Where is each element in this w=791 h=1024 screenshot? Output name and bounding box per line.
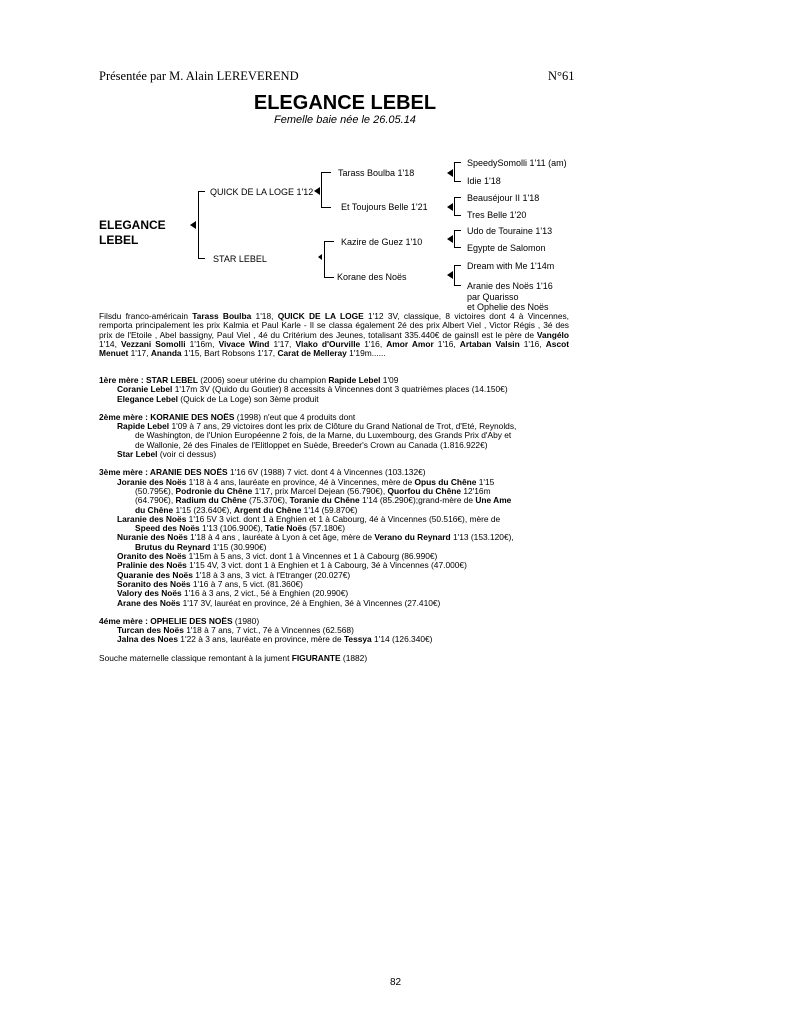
- pedigree-dam: STAR LEBEL: [213, 254, 267, 264]
- pedigree-sire: QUICK DE LA LOGE 1'12: [210, 187, 314, 197]
- text-run: 1'17m 3V (Quido du Goutier) 8 accessits à Vincennes dont 3 quatrièmes places (14.150€): [172, 384, 508, 395]
- bold-text: Star Lebel: [117, 449, 158, 460]
- bold-text: Toranie du Chêne: [289, 495, 360, 506]
- text-run: 1'14 (59.870€): [301, 504, 358, 515]
- text-run: 1'18,: [251, 311, 278, 321]
- text-run: 1'13 (106.900€),: [199, 523, 266, 534]
- pedigree-arrow: [190, 221, 196, 229]
- bold-text: Tarass Boulba: [192, 311, 252, 321]
- pedigree-ddd-sire: par Quarisso: [467, 292, 519, 302]
- text-run: (2006) soeur utérine du champion: [197, 375, 329, 385]
- bold-text: Coranie Lebel: [117, 384, 173, 395]
- pedigree-bracket: [454, 197, 455, 216]
- text-run: 1'09: [380, 375, 399, 385]
- text-run: 1'14,: [99, 338, 121, 349]
- pedigree-bracket: [454, 162, 461, 163]
- pedigree-dss: Udo de Touraine 1'13: [467, 226, 553, 236]
- bold-text: Rapide Lebel: [117, 421, 170, 432]
- pedigree-dam-sire: Kazire de Guez 1'10: [341, 237, 423, 247]
- pedigree-bracket: [454, 230, 455, 248]
- pedigree-ddd-dam: et Ophelie des Noës: [467, 302, 549, 312]
- bold-text: 4éme mère : OPHELIE DES NOËS: [99, 615, 233, 626]
- text-run: 1'18 à 4 ans , lauréate à Lyon à cet âge, mère de: [187, 532, 375, 543]
- bold-text: Artaban Valsin: [459, 338, 520, 349]
- pedigree-bracket: [454, 285, 461, 286]
- pedigree-arrow: [318, 254, 322, 260]
- second-dam-section: [99, 413, 569, 459]
- text-run: 1'16m,: [185, 338, 219, 349]
- sire-description: [99, 312, 569, 358]
- text-run: (1980): [232, 615, 260, 626]
- pedigree-bracket: [454, 265, 455, 286]
- pedigree-sire-sire: Tarass Boulba 1'18: [338, 168, 415, 178]
- pedigree-bracket: [454, 247, 461, 248]
- bold-text: Soranito des Noës: [117, 578, 191, 589]
- bold-text: Arane des Noës: [117, 597, 181, 608]
- bold-text: Ascot Menuet: [99, 338, 570, 359]
- bold-text: Jalna des Noes: [117, 634, 178, 645]
- text-run: Filsdu franco-américain: [99, 311, 193, 321]
- bold-text: Quaranie des Noës: [117, 569, 193, 580]
- section-line: [99, 599, 569, 608]
- bold-text: Pralinie des Noës: [117, 560, 187, 571]
- pedigree-sire-dam: Et Toujours Belle 1'21: [341, 202, 428, 212]
- bold-text: Turcan des Noës: [117, 625, 184, 636]
- text-run: 1'17,: [128, 348, 151, 359]
- horse-subtitle: Femelle baie née le 26.05.14: [274, 114, 416, 126]
- pedigree-dsd: Egypte de Salomon: [467, 243, 546, 253]
- pedigree-bracket: [454, 230, 461, 231]
- pedigree-sdd: Tres Belle 1'20: [467, 210, 527, 220]
- text-run: 1'15 (30.990€): [210, 541, 267, 552]
- pedigree-bracket: [454, 197, 461, 198]
- pedigree-bracket: [324, 241, 325, 278]
- pedigree-bracket: [321, 207, 331, 208]
- third-dam-section: [99, 468, 569, 607]
- bold-text: Tatie Noës: [265, 523, 307, 534]
- pedigree-arrow: [447, 235, 453, 243]
- text-run: (Quick de La Loge) son 3ème produit: [177, 393, 319, 404]
- bold-text: Oranito des Noës: [117, 551, 187, 562]
- text-run: 1'15, Bart Robsons 1'17,: [181, 348, 278, 359]
- bold-text: Quorfou du Chêne: [387, 485, 462, 496]
- pedigree-arrow: [447, 169, 453, 177]
- section-line: [99, 450, 569, 459]
- bold-text: Argent du Chêne: [233, 504, 302, 515]
- pedigree-bracket: [198, 258, 205, 259]
- text-run: 1'12 3V, classique, 8 victoires dont 4 à Vincennes, remporta principalement les prix Kalmia et Paul Karle - Il se classa également 2é des prix Albert Viel , Victor Régis , 3é des prix de l'Etoile , Abel bassigny, Paul Viel , 4é du Critérium des Jeunes, totalisant 335.440€ de gainsIl est le père de: [99, 311, 569, 340]
- text-run: de Washington, de l'Union Européenne 2 fois, de la Marne, du Luxembourg, des Grands Prix d'Aby et: [135, 430, 512, 441]
- pedigree-sss: SpeedySomolli 1'11 (am): [467, 158, 567, 168]
- pedigree-bracket: [454, 162, 455, 182]
- bold-text: Vivace Wind: [218, 338, 270, 349]
- bold-text: Carat de Melleray: [277, 348, 347, 359]
- bold-text: 1ère mère : STAR LEBEL: [99, 375, 198, 385]
- pedigree-bracket: [198, 191, 199, 259]
- bold-text: Amor Amor: [386, 338, 434, 349]
- pedigree-ssd: Idie 1'18: [467, 176, 501, 186]
- bold-text: Tessya: [343, 634, 372, 645]
- text-run: 1'16 à 3 ans, 2 vict., 5é à Enghien (20.990€): [181, 588, 349, 599]
- text-run: 1'15m à 5 ans, 3 vict. dont 1 à Vincennes et 1 à Cabourg (86.990€): [186, 551, 438, 562]
- bold-text: Rapide Lebel: [328, 375, 381, 385]
- bold-text: Valory des Noës: [117, 588, 182, 599]
- text-run: 1'16 6V (1988) 7 vict. dont 4 à Vincennes (103.132€): [227, 467, 426, 478]
- text-run: 1'14 (126.340€): [371, 634, 433, 645]
- pedigree-subject: LEBEL: [99, 233, 139, 247]
- text-run: 1'19m......: [346, 348, 386, 359]
- fourth-dam-section: [99, 617, 569, 645]
- text-run: (1998) n'eut que 4 produits dont: [234, 411, 356, 422]
- pedigree-subject: ELEGANCE: [99, 218, 166, 232]
- text-run: 1'13 (153.120€),: [450, 532, 514, 543]
- text-run: Souche maternelle classique remontant à la jument: [99, 652, 292, 663]
- bold-text: du Chêne: [135, 504, 174, 515]
- bold-text: Speed des Noës: [135, 523, 200, 534]
- text-run: 1'22 à 3 ans, lauréate en province, mère de: [177, 634, 344, 645]
- bold-text: 2ème mère : KORANIE DES NOËS: [99, 411, 235, 422]
- pedigree-bracket: [198, 191, 205, 192]
- bold-text: FIGURANTE: [291, 652, 341, 663]
- horse-name-title: ELEGANCE LEBEL: [253, 92, 437, 114]
- text-run: (voir ci dessus): [157, 449, 217, 460]
- text-run: (75.370€),: [246, 495, 290, 506]
- text-run: 1'15 4V, 3 vict. dont 1 à Enghien et 1 à Cabourg, 3é à Vincennes (47.000€): [186, 560, 467, 571]
- pedigree-bracket: [454, 215, 461, 216]
- text-run: 1'18 à 7 ans, 7 vict., 7é à Vincennes (62.568): [183, 625, 354, 636]
- text-run: (50.795€),: [135, 485, 176, 496]
- text-run: 1'15 (23.640€),: [173, 504, 234, 515]
- bold-text: Une Ame: [475, 495, 512, 506]
- text-run: 1'17 3V, lauréat en province, 2é à Enghien, 3é à Vincennes (27.410€): [180, 597, 441, 608]
- family-origin-section: [99, 654, 569, 663]
- bold-text: QUICK DE LA LOGE: [277, 311, 364, 321]
- bold-text: Vezzani Somolli: [120, 338, 186, 349]
- first-dam-section: [99, 376, 569, 404]
- text-run: 1'16,: [433, 338, 460, 349]
- text-run: 1'18 à 4 ans, lauréate en province, 4é à Vincennes, mère de: [186, 476, 415, 487]
- text-run: (57.180€): [306, 523, 346, 534]
- text-run: 12'16m: [461, 485, 491, 496]
- pedigree-dam-dam: Korane des Noës: [337, 272, 407, 282]
- text-run: 1'17,: [269, 338, 296, 349]
- bold-text: Ananda: [150, 348, 182, 359]
- text-run: 1'14 (85.290€);grand-mère de: [359, 495, 476, 506]
- bold-text: Vangélo: [536, 329, 569, 340]
- page-number: 82: [389, 977, 402, 988]
- pedigree-bracket: [324, 241, 334, 242]
- presenter-line: Présentée par M. Alain LEREVEREND: [99, 69, 299, 83]
- pedigree-ddd: Aranie des Noës 1'16: [467, 281, 553, 291]
- pedigree-arrow: [314, 187, 320, 195]
- text-run: 1'09 à 7 ans, 29 victoires dont les prix de Clôture du Grand National de Trot, d'Eté, Reynolds,: [169, 421, 517, 432]
- bold-text: Verano du Reynard: [374, 532, 451, 543]
- pedigree-sds: Beauséjour II 1'18: [467, 193, 540, 203]
- pedigree-bracket: [321, 172, 322, 208]
- pedigree-bracket: [324, 277, 334, 278]
- bold-text: Joranie des Noës: [117, 476, 187, 487]
- pedigree-arrow: [447, 271, 453, 279]
- text-run: 1'17, prix Marcel Dejean (56.790€),: [252, 485, 388, 496]
- pedigree-arrow: [447, 203, 453, 211]
- bold-text: Vlako d'Ourville: [295, 338, 361, 349]
- maternal-family: [99, 376, 569, 663]
- pedigree-bracket: [321, 172, 331, 173]
- text-run: 1'16 à 7 ans, 5 vict. (81.360€): [190, 578, 303, 589]
- bold-text: Nuranie des Noës: [117, 532, 188, 543]
- bold-text: Laranie des Noës: [117, 513, 187, 524]
- text-run: de Wallonie, 2é des Finales de l'Elitloppet en Suède, Breeder's Crown au Canada (1.816.922€): [135, 439, 488, 450]
- bold-text: Podronie du Chêne: [175, 485, 253, 496]
- text-run: (1882): [340, 652, 368, 663]
- lot-number: N°61: [548, 69, 575, 83]
- pedigree-bracket: [454, 265, 461, 266]
- text-run: 1'16 5V 3 vict. dont 1 à Enghien et 1 à Cabourg, 4é à Vincennes (50.516€), mère de: [186, 513, 501, 524]
- text-run: 1'15: [476, 476, 495, 487]
- pedigree-dds: Dream with Me 1'14m: [467, 261, 555, 271]
- bold-text: Opus du Chêne: [414, 476, 477, 487]
- bold-text: 3ème mère : ARANIE DES NOËS: [99, 467, 228, 478]
- text-run: (64.790€),: [135, 495, 176, 506]
- text-run: 1'18 à 3 ans, 3 vict. à l'Etranger (20.027€): [192, 569, 351, 580]
- bold-text: Radium du Chêne: [175, 495, 247, 506]
- section-line: [99, 395, 569, 404]
- pedigree-bracket: [454, 181, 461, 182]
- text-run: 1'16,: [360, 338, 387, 349]
- section-heading: [99, 654, 569, 663]
- bold-text: Brutus du Reynard: [135, 541, 211, 552]
- text-run: 1'16,: [519, 338, 546, 349]
- bold-text: Elegance Lebel: [117, 393, 178, 404]
- section-line: [99, 635, 569, 644]
